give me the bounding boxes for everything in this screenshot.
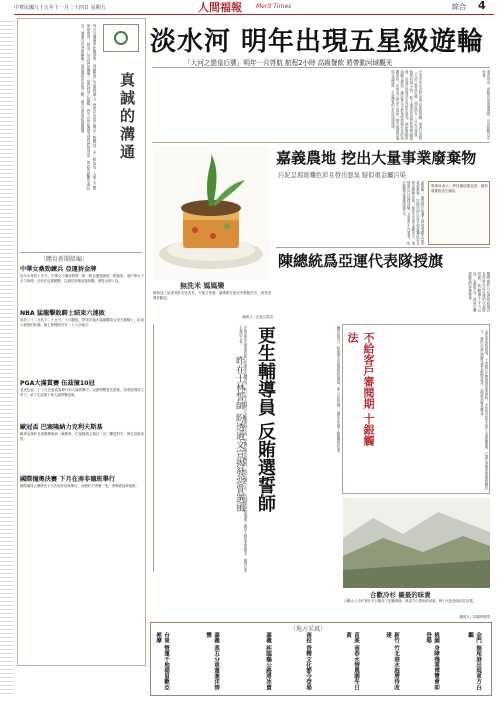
landscape-credit: 圖與文／黃鳳華報導: [459, 615, 490, 619]
landscape-caption-title: 合歡冷杉 襯最的昧貴: [370, 591, 431, 599]
section-name: 綜合: [452, 3, 466, 11]
food-photo-graphic: [153, 146, 269, 280]
tutors-body-right: 輔導員表示，將透過文宣揭發惡質選風，深入社區宣導，讓更多民眾了解賄選的危害。: [336, 326, 340, 456]
local-item-title: 台東 營運千地揚眉歡亞裡摩: [155, 632, 169, 690]
top-story-body: 台北市淡水河將出現五星級遊輪，業者打造的「大河之戀皇后號」預計明年一月正式啓航，航程約兩小時，船上提供高級餐飲與精緻服務，沿途可欣賞淡水河兩岸風光，期盼帶動河域觀光發展，讓民眾以全新角度認識台北的美麗景致。市府表示將全力協助，整合碼頭設施與交通接駁，打造優質的水岸休閒環境。: [390, 70, 422, 140]
local-item-title: 嘉義 蒸五分車運兼洋情懷: [205, 632, 219, 690]
local-item-title: 南投 香精文化節今登場: [305, 632, 311, 690]
chiayi-headline: 嘉義農地 挖出大量事業廢棄物: [276, 149, 477, 167]
left-divider: [20, 252, 142, 253]
local-item: [304, 632, 342, 694]
sports-item: [20, 422, 144, 470]
sports-item-body: 歐洲冠軍杯足球聯賽最新一輪賽事，巴塞隆納主場以二比〇擊退對手，保住晉級希望。: [20, 432, 144, 441]
local-item: [466, 632, 490, 694]
brand-subtitle: Merit Times: [256, 3, 292, 10]
sports-item-body: 國際撞球大賽將於下月在南非德班舉行，各國好手齊聚一堂，爭奪總冠軍頭銜。: [20, 484, 139, 488]
column-logo-icon: [114, 31, 128, 45]
top-subhead-rule: [152, 67, 490, 68]
local-section-header: 〔地方采風〕: [290, 626, 327, 633]
local-item: [204, 632, 262, 694]
tutors-subhead: 昨在士林誓師 盼透過文宣揭發惡質選風: [234, 356, 244, 512]
chen-headline: 陳總統爲亞運代表隊授旗: [278, 252, 444, 270]
top-story-body-right: 業者指出，遊輪內部裝潢典雅，可容納數百名旅客。: [481, 70, 490, 140]
sports-briefs: [20, 264, 144, 554]
masthead-rule: [14, 14, 494, 15]
column-title: 真誠的溝通: [118, 72, 136, 162]
chiayi-body: 嘉義縣一處農地日前遭人發現埋藏大量事業廢棄物，挖掘出的污泥呈現斑斕色彩且發出陣陣惡臭，疑似含有重金屬成分，環保單位已採樣送驗，並追查不肖業者，依法嚴懲以維護環境安全。: [401, 181, 424, 245]
sports-item-body: 波許二十二日砍下二十五分、十四籃板，帶領多倫多猛龍擊敗克里夫蘭騎士，結束六連敗的低潮。騎士詹姆斯仍有二十六分演出。: [20, 318, 144, 327]
local-item: [344, 632, 382, 694]
sports-item: [20, 474, 144, 508]
date-line: 中華民國九十五年十一月二十四日 星期五: [14, 5, 106, 11]
top-story-bottom-rule: [152, 142, 490, 143]
food-photo-caption: 穀物加工品業者推出免洗米，方便又營養，讓媽媽在廚房中輕鬆許多，深受消費者歡迎。: [153, 291, 271, 300]
tutors-body-left: 法務部更生保護會結合各地更生輔導員，昨日在士林舉行反賄選誓師大會，呼籲民眾拒絕買票，勇於檢舉不法，共同維護乾淨選風，讓民主制度更加健全，展現社會正義的力量。: [238, 326, 247, 572]
chiayi-sidebar-text: 環保局表示，將持續加強巡查，嚴防廢棄物非法傾倒。: [431, 184, 488, 193]
local-item-title: 金門 無尾港出現東方白鸛: [467, 632, 481, 690]
chen-body: 陳總統昨日在總統府親自為即將出征亞運的代表隊授旗，勉勵選手全力以赴，為國爭光，展現台灣運動員的拚搏精神。: [467, 272, 490, 312]
brand-logo: 人間福報: [198, 1, 242, 14]
tutors-headline: 更生輔導員 反賄選誓師: [255, 326, 276, 513]
column-logo-box: [103, 24, 139, 52]
landscape-caption: 合歡山上冷杉林在冬日陽光下更顯翠綠，與遠方山景相映成趣，吸引大批遊客前往欣賞。: [344, 599, 477, 603]
sports-item: [20, 378, 144, 418]
sports-item-title: 歐冠盃 巴塞隆納力克利夫斯基: [20, 424, 103, 431]
chiayi-subhead: 污泥呈現斑斕色彩且發出惡臭 疑似重金屬污染: [278, 172, 406, 179]
top-headline: 淡水河 明年出現五星級遊輪: [150, 27, 485, 57]
guests-headline: 不給客戶審閱期 十銀觸法: [346, 332, 375, 446]
guests-body: 金管會查核發現，十家銀行在辦理貸款業務時，未依規定給予客戶合理審閱期，已違反消費者保護相關法令，將依法處以罰鍰並要求限期改善，以保障消費者權益。: [479, 330, 488, 490]
sports-item-body: 延年未來的十多天，中華女子壘球隊將一路一路自遭遇困境一路後來，預中華女子全力拚搏，目前在亞運備戰，以最佳狀態迎接挑戰，期待金牌入袋。: [20, 274, 144, 283]
sports-item-title: PGA大滿貫賽 伍茲撞10冠: [20, 380, 95, 387]
food-photo-credit: 圖與文／記者呂震洪: [242, 315, 273, 319]
local-item: [384, 632, 422, 694]
local-item-title: 新竹 竹北港水庭增待改建: [385, 632, 399, 690]
landscape-photo: [343, 498, 490, 588]
sports-item: [20, 264, 144, 304]
sports-item-title: 中華女桑勁練兵 亞運拚金牌: [20, 266, 97, 273]
essay-text: 每天以溝通來化解誤會，用誠懇的心去面對他人，學習在言語之間多一點體諒，多一點包容。人與人之間最珍貴的，就是一份真誠的關懷。當我們用心傾聽，對方自然能感受到我們的善意，彼此的距離也會拉近。溝通不是爭辯輸贏，而是讓彼此更加了解，讓生活更加和諧圓滿。: [81, 24, 97, 190]
margin-strip: [0, 18, 14, 696]
local-item-title: 苗栗 南恭水情農園冬日黃: [345, 632, 359, 690]
sports-item-title: NBA 猛龍擊敗騎士結束六連敗: [20, 310, 105, 317]
food-photo: [153, 146, 269, 280]
local-item: [264, 632, 302, 694]
tutors-left-rule: [153, 324, 154, 572]
page-number: 4: [478, 0, 486, 12]
local-item: [424, 632, 464, 694]
top-subhead: 「大河之戀皇后號」明年一月啓航 航程2小時 高級餐飲 將帶動河域觀光: [184, 59, 393, 67]
landscape-photo-graphic: [343, 498, 490, 588]
local-item-title: 桃園 身障殘業博覽會即登場: [425, 632, 439, 690]
local-item: [154, 632, 202, 694]
sports-item-body: 老虎伍茲二十二日在夏威夷舉行的大滿貫賽中，以總桿數領先群雄，再度展現球王實力，拿下生涯第十座大滿貫賽冠軍。: [20, 388, 144, 397]
local-item-title: 嘉義 疾臨鷄公路將冰賣: [265, 632, 271, 690]
sports-section-header: 〔體育新聞組編〕: [40, 256, 89, 263]
sports-item: [20, 308, 144, 374]
chen-top-rule: [276, 247, 490, 248]
food-photo-caption-title: 無洗米 媽媽樂: [180, 281, 225, 290]
sports-item-title: 國際撞奧決賽 下月在南非德班舉行: [20, 476, 115, 483]
